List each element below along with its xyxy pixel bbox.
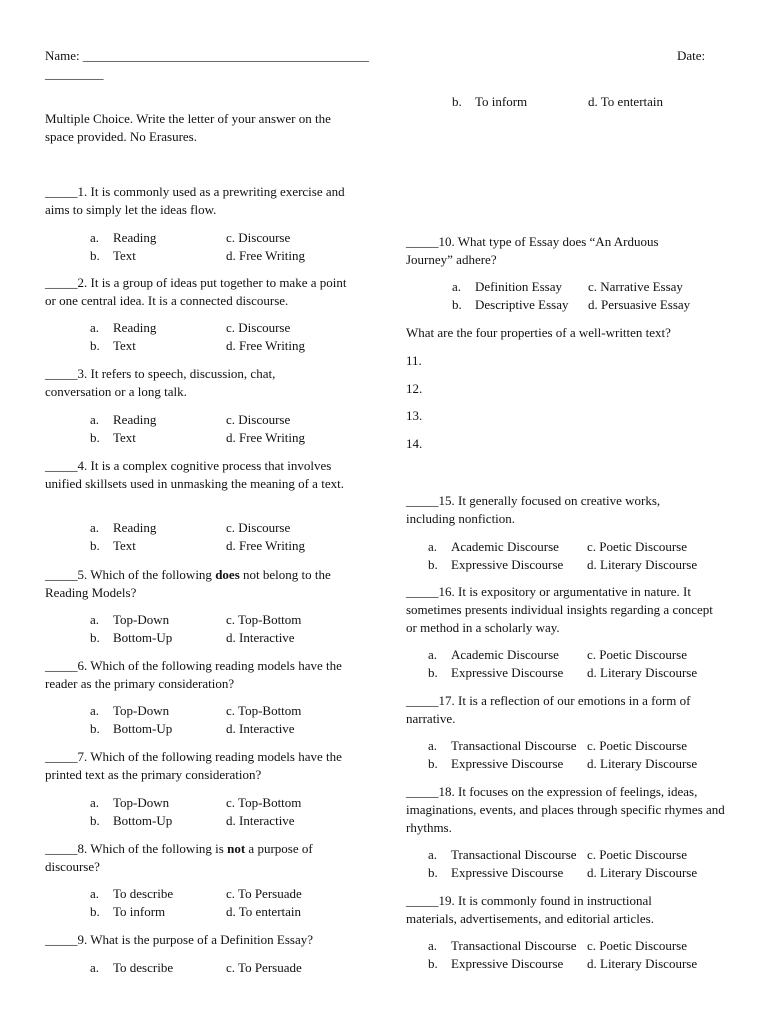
- option-text: To describe: [113, 960, 174, 975]
- option-letter: a.: [90, 612, 100, 627]
- option-text: Bottom-Up: [113, 630, 173, 645]
- option-letter: a.: [428, 539, 438, 554]
- option-text: Text: [113, 430, 136, 445]
- option-letter: a.: [90, 412, 100, 427]
- option: d. Free Writing: [226, 538, 306, 553]
- option-letter: a.: [90, 960, 100, 975]
- question-text: _____16. It is expository or argumentative in nature. It sometimes presents individual insights regarding a concept or method in a scholarly way.: [406, 584, 713, 635]
- option-text: Reading: [113, 412, 157, 427]
- option-text: Text: [113, 338, 136, 353]
- question-10-options: [452, 278, 752, 314]
- option: d. To entertain: [226, 904, 302, 919]
- option: c. To Persuade: [226, 960, 302, 975]
- date-label: Date:: [677, 48, 706, 63]
- option: d. Persuasive Essay: [588, 297, 691, 312]
- question-19-options: [428, 937, 728, 973]
- option: c. Poetic Discourse: [587, 738, 688, 753]
- question-text: _____3. It refers to speech, discussion, chat, conversation or a long talk.: [45, 366, 276, 399]
- option-text: Text: [113, 538, 136, 553]
- option-text: Reading: [113, 230, 157, 245]
- question-16: [406, 583, 726, 637]
- answer-line-12: 12.: [406, 381, 423, 396]
- option-letter: a.: [428, 847, 438, 862]
- question-6-options: [90, 702, 390, 738]
- option: c. Discourse: [226, 230, 291, 245]
- option: d. Literary Discourse: [587, 557, 698, 572]
- option: d. Literary Discourse: [587, 665, 698, 680]
- option-letter: b.: [90, 721, 100, 736]
- question-15: [406, 492, 706, 528]
- question-text: _____6. Which of the following reading models have the reader as the primary consideration?: [45, 658, 342, 691]
- question-5: [45, 566, 360, 602]
- question-text: _____2. It is a group of ideas put together to make a point or one central idea. It is a connected discourse.: [45, 275, 347, 308]
- option-letter: b.: [90, 338, 100, 353]
- option: c. Discourse: [226, 520, 291, 535]
- question-text: _____9. What is the purpose of a Definition Essay?: [45, 932, 314, 947]
- question-text-after: not belong to the Reading Models?: [45, 567, 331, 600]
- option: c. Poetic Discourse: [587, 847, 688, 862]
- option: c. Poetic Discourse: [587, 539, 688, 554]
- option-text: Expressive Discourse: [451, 956, 564, 971]
- option-text: To describe: [113, 886, 174, 901]
- option: d. Literary Discourse: [587, 756, 698, 771]
- question-2: [45, 274, 350, 310]
- question-18: [406, 783, 731, 837]
- question-text: _____17. It is a reflection of our emotions in a form of narrative.: [406, 693, 691, 726]
- option-text: To inform: [475, 94, 528, 109]
- option-letter: a.: [90, 230, 100, 245]
- option-text: Top-Down: [113, 612, 170, 627]
- option-letter: a.: [452, 279, 462, 294]
- option: d. Interactive: [226, 813, 295, 828]
- question-6: [45, 657, 370, 693]
- question-18-options: [428, 846, 728, 882]
- option-text: Academic Discourse: [451, 539, 559, 554]
- option: d. Free Writing: [226, 430, 306, 445]
- question-emphasis: not: [227, 841, 246, 856]
- answer-line-13: 13.: [406, 408, 423, 423]
- option: d. Free Writing: [226, 338, 306, 353]
- question-text: _____1. It is commonly used as a prewriting exercise and aims to simply let the ideas flow.: [45, 184, 345, 217]
- option-text: Reading: [113, 520, 157, 535]
- option-text: Definition Essay: [475, 279, 563, 294]
- question-emphasis: does: [215, 567, 240, 582]
- option-text: Transactional Discourse: [451, 847, 577, 862]
- option-text: Expressive Discourse: [451, 557, 564, 572]
- question-7-options: [90, 794, 390, 830]
- option-letter: a.: [90, 886, 100, 901]
- option-letter: b.: [90, 813, 100, 828]
- option: c. Narrative Essay: [588, 279, 683, 294]
- option-letter: a.: [90, 703, 100, 718]
- question-7: [45, 748, 370, 784]
- option-letter: a.: [428, 938, 438, 953]
- question-9: [45, 931, 365, 949]
- option: d. To entertain: [588, 94, 664, 109]
- question-8-options: [90, 885, 390, 921]
- question-text: _____8. Which of the following is: [45, 841, 228, 856]
- question-text: _____7. Which of the following reading models have the printed text as the primary consideration?: [45, 749, 342, 782]
- question-17-options: [428, 737, 728, 773]
- question-10: [406, 233, 706, 269]
- option-letter: a.: [428, 647, 438, 662]
- question-text: _____10. What type of Essay does “An Arduous Journey” adhere?: [406, 234, 659, 267]
- option-text: Bottom-Up: [113, 813, 173, 828]
- answer-line-11: 11.: [406, 353, 422, 368]
- question-16-options: [428, 646, 728, 682]
- option: c. To Persuade: [226, 886, 302, 901]
- option-text: Expressive Discourse: [451, 756, 564, 771]
- option: c. Top-Bottom: [226, 795, 302, 810]
- option: c. Discourse: [226, 412, 291, 427]
- name-blank[interactable]: ____________________________________________: [82, 48, 369, 63]
- option-letter: b.: [90, 248, 100, 263]
- question-17: [406, 692, 726, 728]
- option-text: Expressive Discourse: [451, 865, 564, 880]
- question-text: _____15. It generally focused on creative works, including nonfiction.: [406, 493, 661, 526]
- option-letter: b.: [428, 665, 438, 680]
- option-text: Transactional Discourse: [451, 938, 577, 953]
- option: d. Literary Discourse: [587, 956, 698, 971]
- option-letter: b.: [428, 865, 438, 880]
- question-text: _____18. It focuses on the expression of feelings, ideas, imaginations, events, and places through specific rhymes and rhythms.: [406, 784, 725, 835]
- option: c. Discourse: [226, 320, 291, 335]
- option-text: Expressive Discourse: [451, 665, 564, 680]
- question-text-after: a purpose of discourse?: [45, 841, 313, 874]
- option-text: Top-Down: [113, 703, 170, 718]
- option-letter: b.: [428, 956, 438, 971]
- option-text: Academic Discourse: [451, 647, 559, 662]
- question-1: [45, 183, 350, 219]
- option-text: Reading: [113, 320, 157, 335]
- option-text: Descriptive Essay: [475, 297, 569, 312]
- option-letter: b.: [428, 557, 438, 572]
- option-text: Top-Down: [113, 795, 170, 810]
- option-text: Text: [113, 248, 136, 263]
- option-letter: b.: [428, 756, 438, 771]
- option: c. Top-Bottom: [226, 703, 302, 718]
- properties-prompt: What are the four properties of a well-written text?: [406, 325, 671, 340]
- option: c. Top-Bottom: [226, 612, 302, 627]
- option-letter: a.: [90, 320, 100, 335]
- question-8: [45, 840, 345, 876]
- question-15-options: [428, 538, 728, 574]
- option-letter: a.: [90, 520, 100, 535]
- name-label: Name:: [45, 48, 80, 63]
- option: d. Interactive: [226, 721, 295, 736]
- option: c. Poetic Discourse: [587, 647, 688, 662]
- option-letter: b.: [90, 630, 100, 645]
- option-letter: b.: [452, 94, 462, 109]
- option: d. Interactive: [226, 630, 295, 645]
- option-text: Transactional Discourse: [451, 738, 577, 753]
- question-3-options: [90, 411, 390, 447]
- question-4-options: [90, 519, 390, 555]
- option-letter: a.: [428, 738, 438, 753]
- question-9-options: [90, 959, 390, 977]
- question-4: [45, 457, 353, 493]
- question-3: [45, 365, 315, 401]
- option-text: To inform: [113, 904, 166, 919]
- name-line: [45, 47, 369, 65]
- option-letter: b.: [90, 430, 100, 445]
- answer-line-14: 14.: [406, 436, 423, 451]
- option-letter: b.: [90, 538, 100, 553]
- option: c. Poetic Discourse: [587, 938, 688, 953]
- question-1-options: [90, 229, 390, 265]
- question-9-options-continued: [452, 93, 752, 111]
- question-text: _____19. It is commonly found in instructional materials, advertisements, and editorial articles.: [406, 893, 654, 926]
- option-letter: b.: [90, 904, 100, 919]
- question-2-options: [90, 319, 390, 355]
- instructions: Multiple Choice. Write the letter of your answer on the space provided. No Erasures.: [45, 111, 331, 144]
- option: d. Literary Discourse: [587, 865, 698, 880]
- date-blank[interactable]: _________: [45, 66, 104, 81]
- question-19: [406, 892, 706, 928]
- option: d. Free Writing: [226, 248, 306, 263]
- question-5-options: [90, 611, 390, 647]
- option-letter: a.: [90, 795, 100, 810]
- question-text: _____4. It is a complex cognitive process that involves unified skillsets used in unmasking the meaning of a text.: [45, 458, 344, 491]
- option-letter: b.: [452, 297, 462, 312]
- option-text: Bottom-Up: [113, 721, 173, 736]
- question-text: _____5. Which of the following: [45, 567, 216, 582]
